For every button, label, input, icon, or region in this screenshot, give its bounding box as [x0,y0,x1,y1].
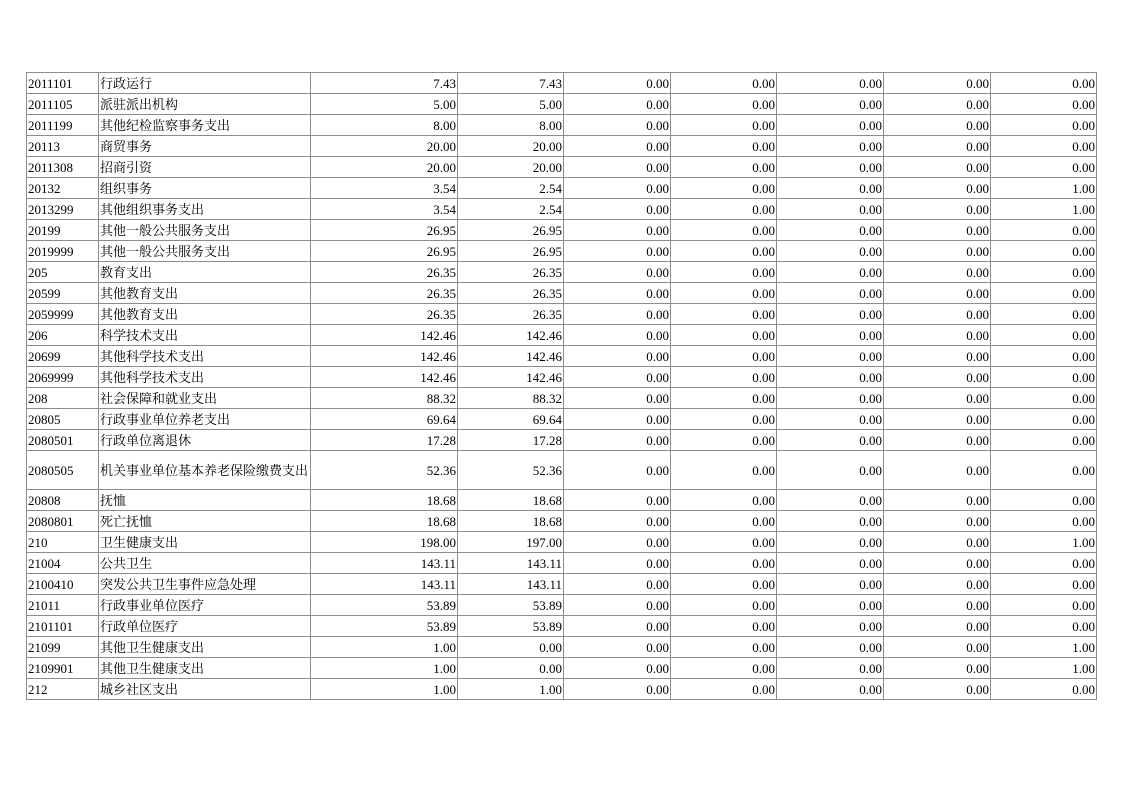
amount-cell: 0.00 [564,490,671,511]
subject-code-cell: 205 [27,262,99,283]
amount-cell: 0.00 [991,367,1097,388]
amount-cell: 0.00 [671,595,777,616]
subject-name-cell: 其他一般公共服务支出 [99,241,311,262]
amount-cell: 0.00 [564,178,671,199]
amount-cell: 0.00 [564,616,671,637]
table-row [27,637,1097,658]
amount-cell: 0.00 [671,451,777,490]
amount-cell: 20.00 [458,136,564,157]
amount-cell: 0.00 [884,73,991,94]
amount-cell: 0.00 [671,94,777,115]
amount-cell: 0.00 [991,241,1097,262]
amount-cell: 0.00 [671,616,777,637]
amount-cell: 7.43 [458,73,564,94]
amount-cell: 143.11 [311,574,458,595]
amount-cell: 0.00 [564,115,671,136]
subject-name-cell: 行政单位医疗 [99,616,311,637]
amount-cell: 0.00 [991,430,1097,451]
subject-code-cell: 2019999 [27,241,99,262]
subject-code-cell: 20699 [27,346,99,367]
amount-cell: 0.00 [991,262,1097,283]
amount-cell: 5.00 [458,94,564,115]
amount-cell: 142.46 [311,346,458,367]
amount-cell: 53.89 [458,595,564,616]
subject-code-cell: 21099 [27,637,99,658]
amount-cell: 0.00 [671,409,777,430]
subject-name-cell: 社会保障和就业支出 [99,388,311,409]
table-row [27,283,1097,304]
amount-cell: 0.00 [884,346,991,367]
amount-cell: 0.00 [777,451,884,490]
amount-cell: 143.11 [311,553,458,574]
subject-name-cell: 行政事业单位医疗 [99,595,311,616]
amount-cell: 26.35 [458,262,564,283]
table-row [27,451,1097,490]
amount-cell: 0.00 [564,94,671,115]
subject-code-cell: 208 [27,388,99,409]
amount-cell: 26.95 [311,241,458,262]
amount-cell: 0.00 [884,532,991,553]
table-row [27,157,1097,178]
table-row [27,94,1097,115]
amount-cell: 0.00 [884,679,991,700]
amount-cell: 0.00 [777,616,884,637]
table-row [27,532,1097,553]
subject-name-cell: 商贸事务 [99,136,311,157]
subject-name-cell: 机关事业单位基本养老保险缴费支出 [99,451,311,490]
subject-name-cell: 突发公共卫生事件应急处理 [99,574,311,595]
table-row [27,658,1097,679]
amount-cell: 0.00 [671,73,777,94]
subject-name-cell: 招商引资 [99,157,311,178]
amount-cell: 0.00 [564,679,671,700]
amount-cell: 0.00 [777,409,884,430]
amount-cell: 0.00 [991,574,1097,595]
amount-cell: 0.00 [564,367,671,388]
amount-cell: 0.00 [991,157,1097,178]
amount-cell: 0.00 [458,658,564,679]
amount-cell: 0.00 [564,136,671,157]
amount-cell: 1.00 [458,679,564,700]
table-row [27,679,1097,700]
amount-cell: 0.00 [564,430,671,451]
amount-cell: 0.00 [564,283,671,304]
amount-cell: 0.00 [991,304,1097,325]
amount-cell: 26.35 [458,304,564,325]
amount-cell: 0.00 [671,532,777,553]
amount-cell: 1.00 [311,637,458,658]
amount-cell: 0.00 [777,136,884,157]
subject-code-cell: 20599 [27,283,99,304]
amount-cell: 0.00 [777,388,884,409]
amount-cell: 0.00 [671,388,777,409]
amount-cell: 0.00 [777,199,884,220]
amount-cell: 142.46 [458,346,564,367]
amount-cell: 53.89 [311,616,458,637]
amount-cell: 0.00 [777,220,884,241]
amount-cell: 0.00 [991,73,1097,94]
amount-cell: 0.00 [671,115,777,136]
amount-cell: 0.00 [777,325,884,346]
amount-cell: 0.00 [991,511,1097,532]
amount-cell: 0.00 [991,115,1097,136]
subject-code-cell: 2080505 [27,451,99,490]
amount-cell: 0.00 [777,262,884,283]
table-row [27,409,1097,430]
subject-name-cell: 其他纪检监察事务支出 [99,115,311,136]
amount-cell: 0.00 [671,241,777,262]
amount-cell: 0.00 [671,490,777,511]
amount-cell: 0.00 [777,283,884,304]
table-row [27,136,1097,157]
subject-code-cell: 2059999 [27,304,99,325]
amount-cell: 0.00 [777,595,884,616]
subject-name-cell: 教育支出 [99,262,311,283]
amount-cell: 1.00 [311,658,458,679]
amount-cell: 143.11 [458,574,564,595]
table-row [27,490,1097,511]
amount-cell: 0.00 [671,574,777,595]
amount-cell: 0.00 [884,595,991,616]
amount-cell: 0.00 [777,430,884,451]
amount-cell: 0.00 [884,388,991,409]
amount-cell: 0.00 [564,325,671,346]
amount-cell: 3.54 [311,199,458,220]
amount-cell: 0.00 [564,409,671,430]
amount-cell: 0.00 [884,199,991,220]
budget-expenditure-table [26,72,1097,700]
amount-cell: 0.00 [884,157,991,178]
amount-cell: 1.00 [991,658,1097,679]
amount-cell: 197.00 [458,532,564,553]
subject-name-cell: 其他教育支出 [99,304,311,325]
subject-name-cell: 其他科学技术支出 [99,367,311,388]
table-row [27,430,1097,451]
amount-cell: 0.00 [991,553,1097,574]
subject-code-cell: 2011199 [27,115,99,136]
amount-cell: 0.00 [564,637,671,658]
subject-code-cell: 20113 [27,136,99,157]
amount-cell: 0.00 [884,115,991,136]
amount-cell: 0.00 [884,241,991,262]
amount-cell: 0.00 [671,679,777,700]
amount-cell: 2.54 [458,178,564,199]
table-row [27,616,1097,637]
amount-cell: 52.36 [458,451,564,490]
subject-code-cell: 2109901 [27,658,99,679]
amount-cell: 0.00 [884,637,991,658]
amount-cell: 53.89 [311,595,458,616]
amount-cell: 0.00 [777,574,884,595]
amount-cell: 143.11 [458,553,564,574]
subject-name-cell: 公共卫生 [99,553,311,574]
table-row [27,553,1097,574]
subject-name-cell: 其他组织事务支出 [99,199,311,220]
amount-cell: 0.00 [991,409,1097,430]
amount-cell: 0.00 [777,553,884,574]
amount-cell: 0.00 [991,616,1097,637]
subject-name-cell: 行政单位离退休 [99,430,311,451]
amount-cell: 17.28 [311,430,458,451]
subject-name-cell: 其他教育支出 [99,283,311,304]
table-row [27,199,1097,220]
amount-cell: 7.43 [311,73,458,94]
subject-name-cell: 其他卫生健康支出 [99,637,311,658]
amount-cell: 0.00 [777,637,884,658]
amount-cell: 2.54 [458,199,564,220]
amount-cell: 69.64 [458,409,564,430]
amount-cell: 26.95 [458,220,564,241]
amount-cell: 20.00 [311,157,458,178]
amount-cell: 0.00 [564,199,671,220]
amount-cell: 0.00 [671,658,777,679]
amount-cell: 0.00 [564,574,671,595]
amount-cell: 0.00 [564,241,671,262]
amount-cell: 0.00 [564,595,671,616]
amount-cell: 0.00 [777,304,884,325]
subject-code-cell: 212 [27,679,99,700]
amount-cell: 0.00 [671,325,777,346]
amount-cell: 0.00 [884,451,991,490]
amount-cell: 0.00 [777,94,884,115]
amount-cell: 0.00 [991,136,1097,157]
table-row [27,325,1097,346]
amount-cell: 198.00 [311,532,458,553]
amount-cell: 0.00 [564,532,671,553]
amount-cell: 0.00 [991,283,1097,304]
subject-code-cell: 2080801 [27,511,99,532]
subject-name-cell: 其他卫生健康支出 [99,658,311,679]
amount-cell: 0.00 [777,346,884,367]
amount-cell: 0.00 [671,304,777,325]
amount-cell: 0.00 [564,304,671,325]
amount-cell: 0.00 [671,199,777,220]
subject-name-cell: 行政事业单位养老支出 [99,409,311,430]
subject-code-cell: 20805 [27,409,99,430]
amount-cell: 0.00 [991,94,1097,115]
amount-cell: 0.00 [991,451,1097,490]
table-row [27,388,1097,409]
amount-cell: 20.00 [311,136,458,157]
amount-cell: 0.00 [777,241,884,262]
amount-cell: 0.00 [671,511,777,532]
subject-code-cell: 2101101 [27,616,99,637]
table-row [27,262,1097,283]
amount-cell: 0.00 [564,220,671,241]
amount-cell: 0.00 [671,178,777,199]
amount-cell: 0.00 [991,220,1097,241]
amount-cell: 0.00 [671,346,777,367]
amount-cell: 0.00 [671,220,777,241]
subject-code-cell: 2013299 [27,199,99,220]
amount-cell: 0.00 [991,595,1097,616]
amount-cell: 88.32 [311,388,458,409]
amount-cell: 0.00 [671,262,777,283]
amount-cell: 0.00 [884,136,991,157]
amount-cell: 0.00 [564,553,671,574]
amount-cell: 20.00 [458,157,564,178]
amount-cell: 0.00 [884,511,991,532]
amount-cell: 26.95 [458,241,564,262]
amount-cell: 0.00 [991,388,1097,409]
amount-cell: 8.00 [458,115,564,136]
amount-cell: 1.00 [311,679,458,700]
amount-cell: 0.00 [777,178,884,199]
amount-cell: 0.00 [564,511,671,532]
amount-cell: 1.00 [991,532,1097,553]
amount-cell: 0.00 [671,637,777,658]
subject-code-cell: 2100410 [27,574,99,595]
table-row [27,367,1097,388]
amount-cell: 3.54 [311,178,458,199]
amount-cell: 52.36 [311,451,458,490]
amount-cell: 18.68 [458,490,564,511]
amount-cell: 0.00 [777,367,884,388]
amount-cell: 0.00 [991,346,1097,367]
subject-name-cell: 卫生健康支出 [99,532,311,553]
amount-cell: 0.00 [777,490,884,511]
amount-cell: 142.46 [311,367,458,388]
table-row [27,574,1097,595]
subject-code-cell: 210 [27,532,99,553]
amount-cell: 142.46 [458,325,564,346]
amount-cell: 26.35 [311,262,458,283]
subject-code-cell: 21011 [27,595,99,616]
amount-cell: 0.00 [884,553,991,574]
amount-cell: 26.95 [311,220,458,241]
subject-code-cell: 2011105 [27,94,99,115]
subject-name-cell: 科学技术支出 [99,325,311,346]
amount-cell: 0.00 [777,73,884,94]
subject-code-cell: 206 [27,325,99,346]
amount-cell: 142.46 [311,325,458,346]
amount-cell: 1.00 [991,637,1097,658]
amount-cell: 88.32 [458,388,564,409]
amount-cell: 0.00 [884,283,991,304]
amount-cell: 0.00 [777,679,884,700]
amount-cell: 17.28 [458,430,564,451]
amount-cell: 0.00 [884,616,991,637]
amount-cell: 26.35 [311,304,458,325]
subject-name-cell: 死亡抚恤 [99,511,311,532]
amount-cell: 0.00 [777,157,884,178]
subject-name-cell: 抚恤 [99,490,311,511]
subject-code-cell: 20199 [27,220,99,241]
table-row [27,304,1097,325]
amount-cell: 5.00 [311,94,458,115]
amount-cell: 0.00 [991,325,1097,346]
amount-cell: 0.00 [564,658,671,679]
amount-cell: 26.35 [458,283,564,304]
amount-cell: 0.00 [564,451,671,490]
amount-cell: 0.00 [777,511,884,532]
amount-cell: 0.00 [777,658,884,679]
amount-cell: 0.00 [564,346,671,367]
amount-cell: 26.35 [311,283,458,304]
subject-code-cell: 21004 [27,553,99,574]
amount-cell: 0.00 [671,430,777,451]
amount-cell: 0.00 [884,325,991,346]
amount-cell: 8.00 [311,115,458,136]
subject-code-cell: 2011101 [27,73,99,94]
subject-name-cell: 行政运行 [99,73,311,94]
subject-name-cell: 其他一般公共服务支出 [99,220,311,241]
subject-name-cell: 组织事务 [99,178,311,199]
amount-cell: 18.68 [311,511,458,532]
amount-cell: 0.00 [991,490,1097,511]
amount-cell: 0.00 [564,262,671,283]
amount-cell: 18.68 [311,490,458,511]
amount-cell: 142.46 [458,367,564,388]
amount-cell: 0.00 [671,553,777,574]
table-row [27,220,1097,241]
amount-cell: 0.00 [884,304,991,325]
amount-cell: 0.00 [671,136,777,157]
amount-cell: 0.00 [564,157,671,178]
table-row [27,595,1097,616]
amount-cell: 0.00 [884,658,991,679]
amount-cell: 0.00 [884,409,991,430]
amount-cell: 0.00 [884,262,991,283]
amount-cell: 0.00 [458,637,564,658]
amount-cell: 1.00 [991,199,1097,220]
amount-cell: 0.00 [884,490,991,511]
table-row [27,346,1097,367]
subject-code-cell: 2069999 [27,367,99,388]
amount-cell: 69.64 [311,409,458,430]
amount-cell: 0.00 [564,388,671,409]
amount-cell: 18.68 [458,511,564,532]
amount-cell: 1.00 [991,178,1097,199]
subject-code-cell: 2080501 [27,430,99,451]
amount-cell: 0.00 [777,115,884,136]
amount-cell: 0.00 [991,679,1097,700]
subject-code-cell: 20808 [27,490,99,511]
subject-code-cell: 2011308 [27,157,99,178]
amount-cell: 53.89 [458,616,564,637]
amount-cell: 0.00 [884,367,991,388]
amount-cell: 0.00 [884,178,991,199]
amount-cell: 0.00 [564,73,671,94]
amount-cell: 0.00 [777,532,884,553]
subject-name-cell: 其他科学技术支出 [99,346,311,367]
subject-code-cell: 20132 [27,178,99,199]
table-row [27,73,1097,94]
amount-cell: 0.00 [671,283,777,304]
amount-cell: 0.00 [884,94,991,115]
table-row [27,241,1097,262]
amount-cell: 0.00 [671,157,777,178]
table-row [27,178,1097,199]
subject-name-cell: 城乡社区支出 [99,679,311,700]
table-body [27,73,1097,700]
amount-cell: 0.00 [884,220,991,241]
amount-cell: 0.00 [884,574,991,595]
table-row [27,115,1097,136]
subject-name-cell: 派驻派出机构 [99,94,311,115]
amount-cell: 0.00 [884,430,991,451]
table-row [27,511,1097,532]
amount-cell: 0.00 [671,367,777,388]
